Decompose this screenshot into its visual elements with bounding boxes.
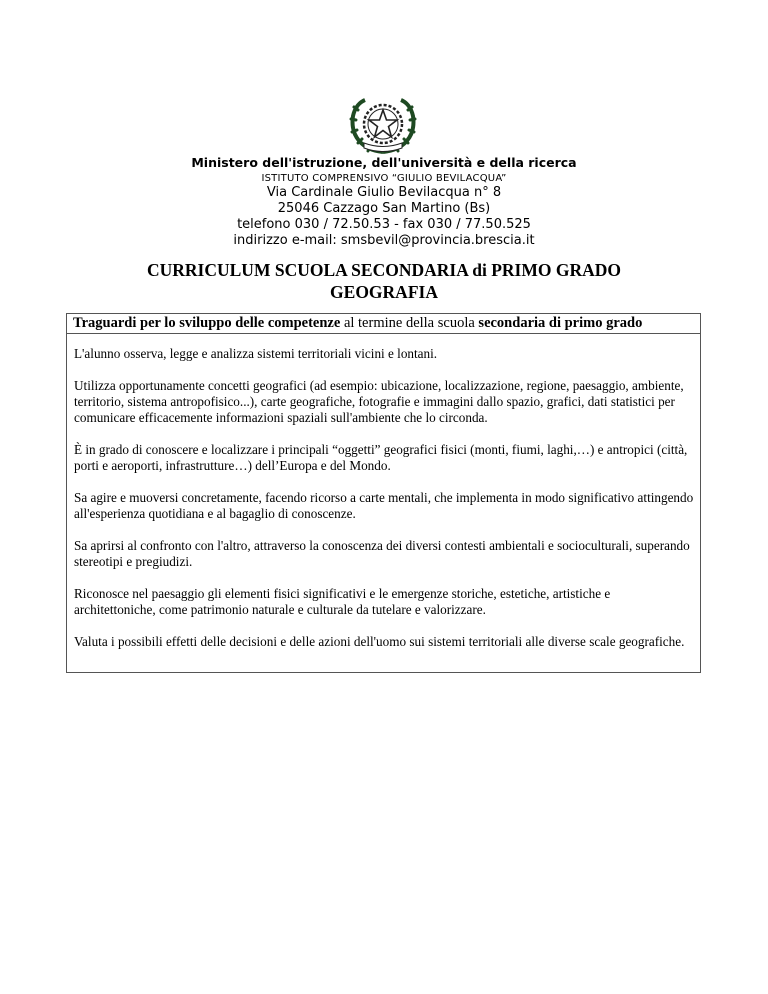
ministry-name: Ministero dell'istruzione, dell'università e della ricerca [191, 155, 577, 170]
competences-heading [67, 314, 700, 334]
phone-fax-line: telefono 030 / 72.50.53 - fax 030 / 77.50.525 [237, 217, 531, 232]
competence-paragraph: È in grado di conoscere e localizzare i principali “oggetti” geografici fisici (monti, fiumi, laghi,…) e antropici (città, porti e aeroporti, infrastrutture…) dell’Europa e del Mondo. [74, 442, 688, 473]
title-line-2: GEOGRAFIA [330, 282, 438, 302]
competence-paragraph: L'alunno osserva, legge e analizza sistemi territoriali vicini e lontani. [74, 346, 438, 361]
competence-paragraph: Sa agire e muoversi concretamente, facendo ricorso a carte mentali, che implementa in modo significativo attingendo all'esperienza quotidiana e al bagaglio di conoscenze. [74, 490, 694, 521]
address-line-1: Via Cardinale Giulio Bevilacqua n° 8 [266, 185, 502, 200]
heading-bold-part-2: secondaria di primo grado [478, 315, 643, 331]
competences-box [66, 313, 701, 673]
title-line-1: CURRICULUM SCUOLA SECONDARIA di PRIMO GRADO [147, 260, 621, 280]
competence-paragraph: Riconosce nel paesaggio gli elementi fisici significativi e le emergenze storiche, estetiche, artistiche e architettoniche, come patrimonio naturale e culturale da tutelare e valorizzare. [74, 586, 611, 617]
address-line-2: 25046 Cazzago San Martino (Bs) [277, 201, 491, 216]
competence-paragraph: Valuta i possibili effetti delle decisioni e delle azioni dell'uomo sui sistemi territoriali alle diverse scale geografiche. [74, 634, 685, 649]
email-line: indirizzo e-mail: smsbevil@provincia.brescia.it [233, 233, 535, 248]
emblem-of-italy-icon [348, 98, 418, 154]
competence-paragraph: Sa aprirsi al confronto con l'altro, attraverso la conoscenza dei diversi contesti ambientali e socioculturali, superando stereotipi e pregiudizi. [74, 538, 690, 569]
institute-name: ISTITUTO COMPRENSIVO “GIULIO BEVILACQUA” [261, 173, 507, 184]
competence-paragraph: Utilizza opportunamente concetti geografici (ad esempio: ubicazione, localizzazione, regione, paesaggio, ambiente, territorio, sistema antropofisico...), carte geografiche, fotografie e immagini dallo spazio, grafici, dati statistici per comunicare efficacemente informazioni spaziali sull'ambiente che lo circonda. [74, 378, 684, 425]
competences-body [67, 334, 700, 650]
heading-normal-part: al termine della scuola [340, 315, 479, 331]
document-title [0, 259, 768, 303]
letterhead [0, 155, 768, 249]
heading-bold-part-1: Traguardi per lo sviluppo delle competenze [73, 315, 341, 331]
